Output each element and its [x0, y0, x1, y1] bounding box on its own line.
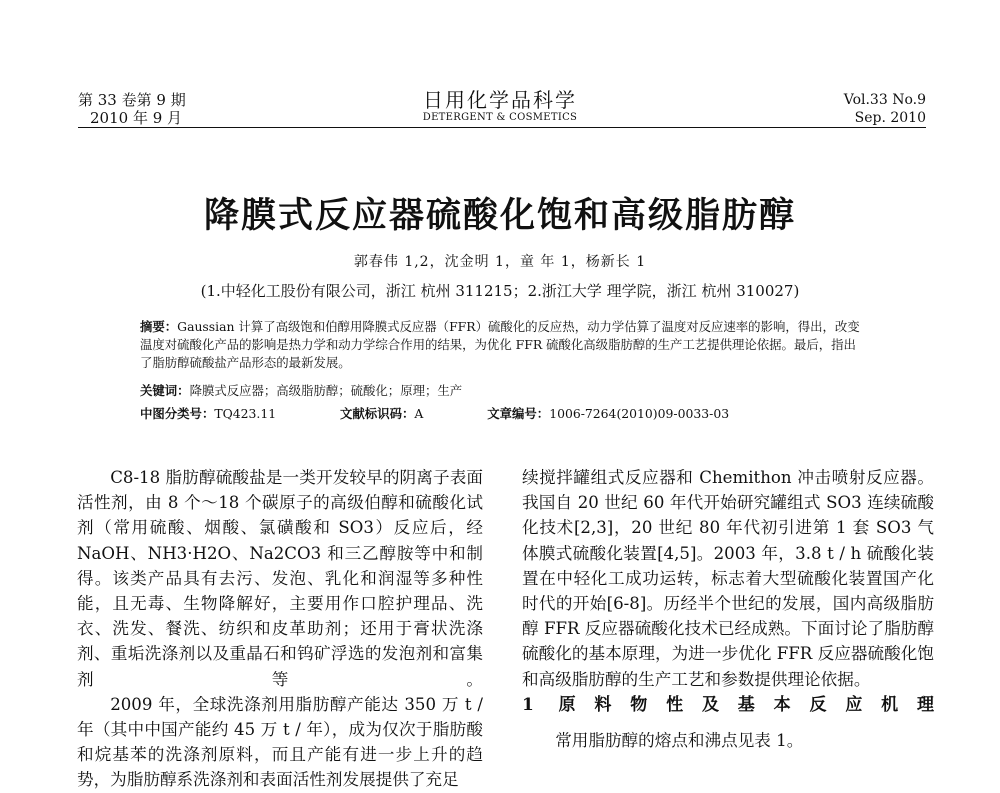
abstract — [140, 318, 868, 372]
article-id-label: 文章编号： — [487, 406, 550, 421]
author-list: 郭春伟 1,2，沈金明 1，童 年 1，杨新长 1 — [353, 254, 647, 270]
journal-name: 日用化学品科学 — [423, 88, 577, 112]
classification-line — [140, 405, 868, 423]
affiliation: (1.中轻化工股份有限公司，浙江 杭州 311215；2.浙江大学 理学院，浙江 杭州 310027) — [200, 282, 800, 300]
header-rule — [78, 127, 926, 128]
doc-code-label: 文献标识码： — [340, 406, 415, 421]
date-label: 2010 年 9 月 — [90, 109, 183, 127]
paper-title: 降膜式反应器硫酸化饱和高级脂肪醇 — [203, 195, 796, 236]
article-id-value: 1006-7264(2010)09-0033-03 — [549, 406, 730, 421]
issue-label: 第 33 卷第 9 期 — [78, 91, 186, 109]
body-paragraph: 续搅拌罐组式反应器和 Chemithon 冲击喷射反应器。我国自 20 世纪 60 年代开始研究罐组式 SO3 连续硫酸化技术[2,3]，20 世纪 80 年代初引进第 1 套 SO3 气体膜式硫酸化装置[4,5]。2003 年，3.8 t / h 硫酸化装置在中轻化工成功运转，标志着大型硫酸化装置国产化时代的开始[6-8]。历经半个世纪的发展，国内高级脂肪醇 FFR 反应器硫酸化技术已经成熟。下面讨论了脂肪醇硫酸化的基本原理，为进一步优化 FFR 反应器硫酸化饱和高级脂肪醇的生产工艺和参数提供理论依据。 — [522, 468, 934, 689]
section-heading: 1 原料物性及基本反应机理 — [522, 694, 934, 715]
keywords-text: 降膜式反应器；高级脂肪醇；硫酸化；原理；生产 — [189, 383, 463, 398]
body-paragraph: 常用脂肪醇的熔点和沸点见表 1。 — [555, 730, 804, 750]
doc-code-value: A — [414, 406, 424, 421]
abstract-text: Gaussian 计算了高级饱和伯醇用降膜式反应器（FFR）硫酸化的反应热，动力学估算了温度对反应速率的影响，得出，改变温度对硫酸化产品的影响是热力学和动力学综合作用的结果，为优化 FFR 硫酸化高级脂肪醇的生产工艺提供理论依据。最后，指出了脂肪醇硫酸盐产品形态的最新发展。 — [140, 319, 860, 370]
journal-header — [380, 88, 620, 124]
keywords-label: 关键词： — [140, 383, 190, 398]
clc-value: TQ423.11 — [214, 406, 277, 421]
month-label: Sep. 2010 — [854, 110, 926, 126]
volume-label: Vol.33 No.9 — [843, 92, 926, 108]
abstract-label: 摘要： — [140, 319, 178, 334]
body-left-column — [77, 465, 483, 793]
running-header-left — [78, 91, 186, 127]
keywords — [140, 382, 868, 400]
body-right-column — [522, 465, 934, 753]
body-paragraph: C8-18 脂肪醇硫酸盐是一类开发较早的阴离子表面活性剂，由 8 个～18 个碳原子的高级伯醇和硫酸化试剂（常用硫酸、烟酸、氯磺酸和 SO3）反应后，经 NaOH、NH3·H2O、Na2CO3 和三乙醇胺等中和制得。该类产品具有去污、发泡、乳化和润湿等多种性能，且无毒、生物降解好，主要用作口腔护理品、洗衣、洗发、餐洗、纺织和皮革助剂；还用于膏状洗涤剂、重垢洗涤剂以及重晶石和钨矿浮选的发泡剂和富集剂等。 — [77, 468, 483, 689]
running-header-right — [800, 91, 926, 127]
journal-name-en: DETERGENT & COSMETICS — [422, 112, 578, 123]
clc-label: 中图分类号： — [140, 406, 215, 421]
body-paragraph: 2009 年，全球洗涤剂用脂肪醇产能达 350 万 t / 年（其中中国产能约 45 万 t / 年），成为仅次于脂肪酸和烷基苯的洗涤剂原料，而且产能有进一步上升的趋势，为脂肪醇系洗涤剂和表面活性剂发展提供了充足 — [77, 694, 483, 790]
